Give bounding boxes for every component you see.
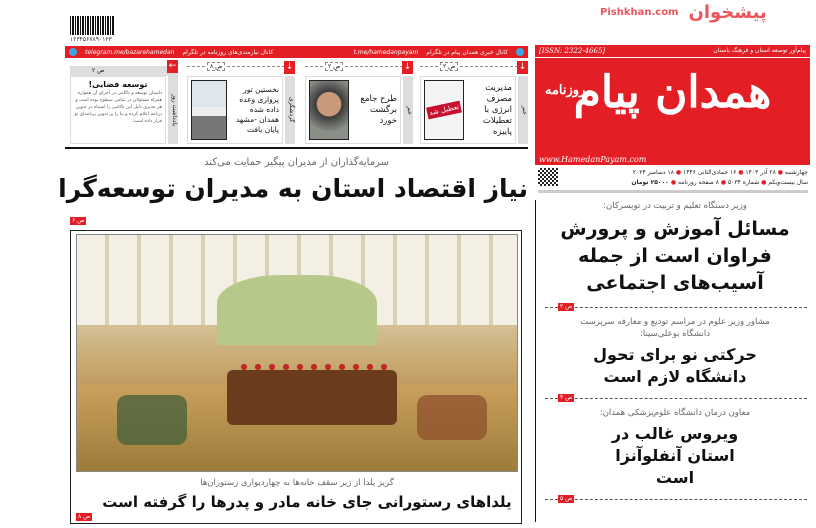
teaser-energy[interactable] xyxy=(420,62,528,146)
page-ref: ص ۶ xyxy=(72,217,85,224)
editorial-text: داستان توسعه و ناکامی در اجرای آن همواره همراه مسئولان در تمامی سطوح بوده است و هر مدیری دلیل این ناکامی را اشتباه در تدوین برنامه اعلام کرده و بنا را بر تدوین برنامه‌ای نو قرار داده است. xyxy=(74,91,162,124)
section-label: خبر xyxy=(518,76,528,144)
date-gregorian: ۱۸ دسامبر ۲۰۲۴ xyxy=(632,169,674,176)
watermark-text: پیشخوان xyxy=(688,2,767,23)
teaser-text: مدیریت مصرف انرژی با تعطیلات پاییزه xyxy=(482,82,512,137)
newspaper-logo xyxy=(535,58,810,128)
weekday: چهارشنبه xyxy=(784,169,808,176)
watermark-url: Pishkhan.com xyxy=(600,7,679,18)
telegram-news-link[interactable]: t.me/hamedanpayam xyxy=(353,48,419,56)
story-headline[interactable]: حرکتی نو برای تحول دانشگاه لازم است xyxy=(593,345,757,386)
date-hijri: ۱۶ جمادی‌الثانی ۱۴۴۶ xyxy=(682,169,737,176)
telegram-ads-link[interactable]: telegram.me/bazarehamedan xyxy=(85,48,175,56)
page-ref: ص ۸ xyxy=(207,62,225,71)
barcode-number: ۱۲۳۴۵۶۷۸۹۰۱۲۳ xyxy=(70,36,112,43)
main-kicker: سرمایه‌گذاران از مدیران پیگیر حمایت می‌کند xyxy=(204,157,389,168)
divider xyxy=(545,394,807,401)
telegram-news-label: کانال خبری همدان پیام در تلگرام xyxy=(426,48,508,56)
arrow-down-icon: ↓ xyxy=(285,62,294,72)
portrait-photo xyxy=(309,80,349,140)
story-kicker: مشاور وزیر علوم در مراسم تودیع و معارفه سرپرست دانشگاه بوعلی‌سینا: xyxy=(580,317,770,339)
right-column xyxy=(540,200,810,504)
story-kicker: معاون درمان دانشگاه علوم‌پزشکی همدان: xyxy=(599,408,751,418)
yalda-restaurant-photo[interactable] xyxy=(76,234,518,472)
story-headline[interactable]: مسائل آموزش و پرورش فراوان است از جمله آسیب‌های اجتماعی xyxy=(560,218,790,294)
teaser-text: طرح جامع برگشت خورد xyxy=(360,93,397,126)
tagline: پیام‌آور توسعه استان و فرهنگ باستان xyxy=(713,47,806,54)
page-ref: ص ۵ xyxy=(560,495,573,502)
photo-headline[interactable]: یلداهای رستورانی جای خانه مادر و پدرها را گرفته است xyxy=(102,493,512,511)
price: ۲۵۰۰۰ تومان xyxy=(631,179,669,186)
issn: [ISSN: 2322-4665] xyxy=(539,47,606,55)
logo-prefix: روزنامه xyxy=(545,83,586,98)
barcode xyxy=(70,16,115,35)
airplane-photo xyxy=(191,80,227,140)
section-label: یادداشت روز xyxy=(168,76,178,144)
story-kicker: وزیر دستگاه تعلیم و تربیت در تویسرکان: xyxy=(603,201,747,211)
teaser-editorial[interactable] xyxy=(70,62,178,146)
section-label: خبر xyxy=(403,76,413,144)
editorial-title: توسعه فضایی! xyxy=(88,80,148,89)
section-label: گردشگری xyxy=(285,76,295,144)
telegram-bar xyxy=(65,46,528,58)
date-jalali: ۲۸ آذر ۱۴۰۳ xyxy=(745,169,776,176)
logo-text: همدان پیام xyxy=(573,67,772,118)
closed-sign-image xyxy=(424,80,464,140)
page-count: ۸ صفحه روزنامه xyxy=(678,179,719,186)
page-ref: ص ۴ xyxy=(560,394,573,401)
page-ref: ص ۲ xyxy=(325,62,343,71)
column-rule xyxy=(535,200,536,522)
arrow-down-icon: ↓ xyxy=(518,62,527,72)
watermark xyxy=(600,2,767,24)
arrow-down-icon: ↓ xyxy=(403,62,412,72)
info-line: سال بیست‌ویکم ● شماره ۵۰۳۴ ● ۸ صفحه روزنامه ● ۲۵۰۰۰ تومان xyxy=(631,179,808,186)
telegram-icon xyxy=(516,48,524,56)
photo-kicker: گریز یلدا از زیر سقف خانه‌ها به چهاردیواری رستوران‌ها xyxy=(200,478,394,488)
masthead xyxy=(535,45,810,155)
year: سال بیست‌ویکم xyxy=(768,179,808,186)
teaser-text: نخستین تور پروازی وعده داده شده همدان -مشهد پایان یافت xyxy=(235,85,279,134)
qr-code xyxy=(538,168,558,186)
page-ref: ص ۲ xyxy=(440,62,458,71)
issue-number: شماره ۵۰۳۴ xyxy=(728,179,760,186)
page-ref: ص ۲ xyxy=(560,303,573,310)
telegram-ads-label: کانال نیازمندی‌های روزنامه در تلگرام xyxy=(182,48,274,56)
teaser-master-plan[interactable] xyxy=(305,62,413,146)
divider xyxy=(65,147,528,149)
closed-sign-text: تعطیل شد xyxy=(426,101,462,120)
page-ref: ص ۸ xyxy=(78,513,91,520)
main-headline[interactable]: نیاز اقتصاد استان به مدیران توسعه‌گرا xyxy=(58,174,528,203)
divider xyxy=(545,303,807,310)
date-line: چهارشنبه ● ۲۸ آذر ۱۴۰۳ ● ۱۶ جمادی‌الثانی ۱۴۴۶ ● ۱۸ دسامبر ۲۰۲۴ xyxy=(632,169,808,176)
telegram-icon xyxy=(69,48,77,56)
arrow-left-icon: ← xyxy=(168,61,177,71)
website-url[interactable]: www.HamedanPayam.com xyxy=(535,155,810,165)
teaser-flight-tour[interactable] xyxy=(187,62,295,146)
divider xyxy=(538,190,808,193)
page-ref: ص ۲ xyxy=(92,67,105,74)
story-headline[interactable]: ویروس غالب در استان آنفلوآنزا است xyxy=(611,424,739,487)
divider xyxy=(545,495,807,502)
